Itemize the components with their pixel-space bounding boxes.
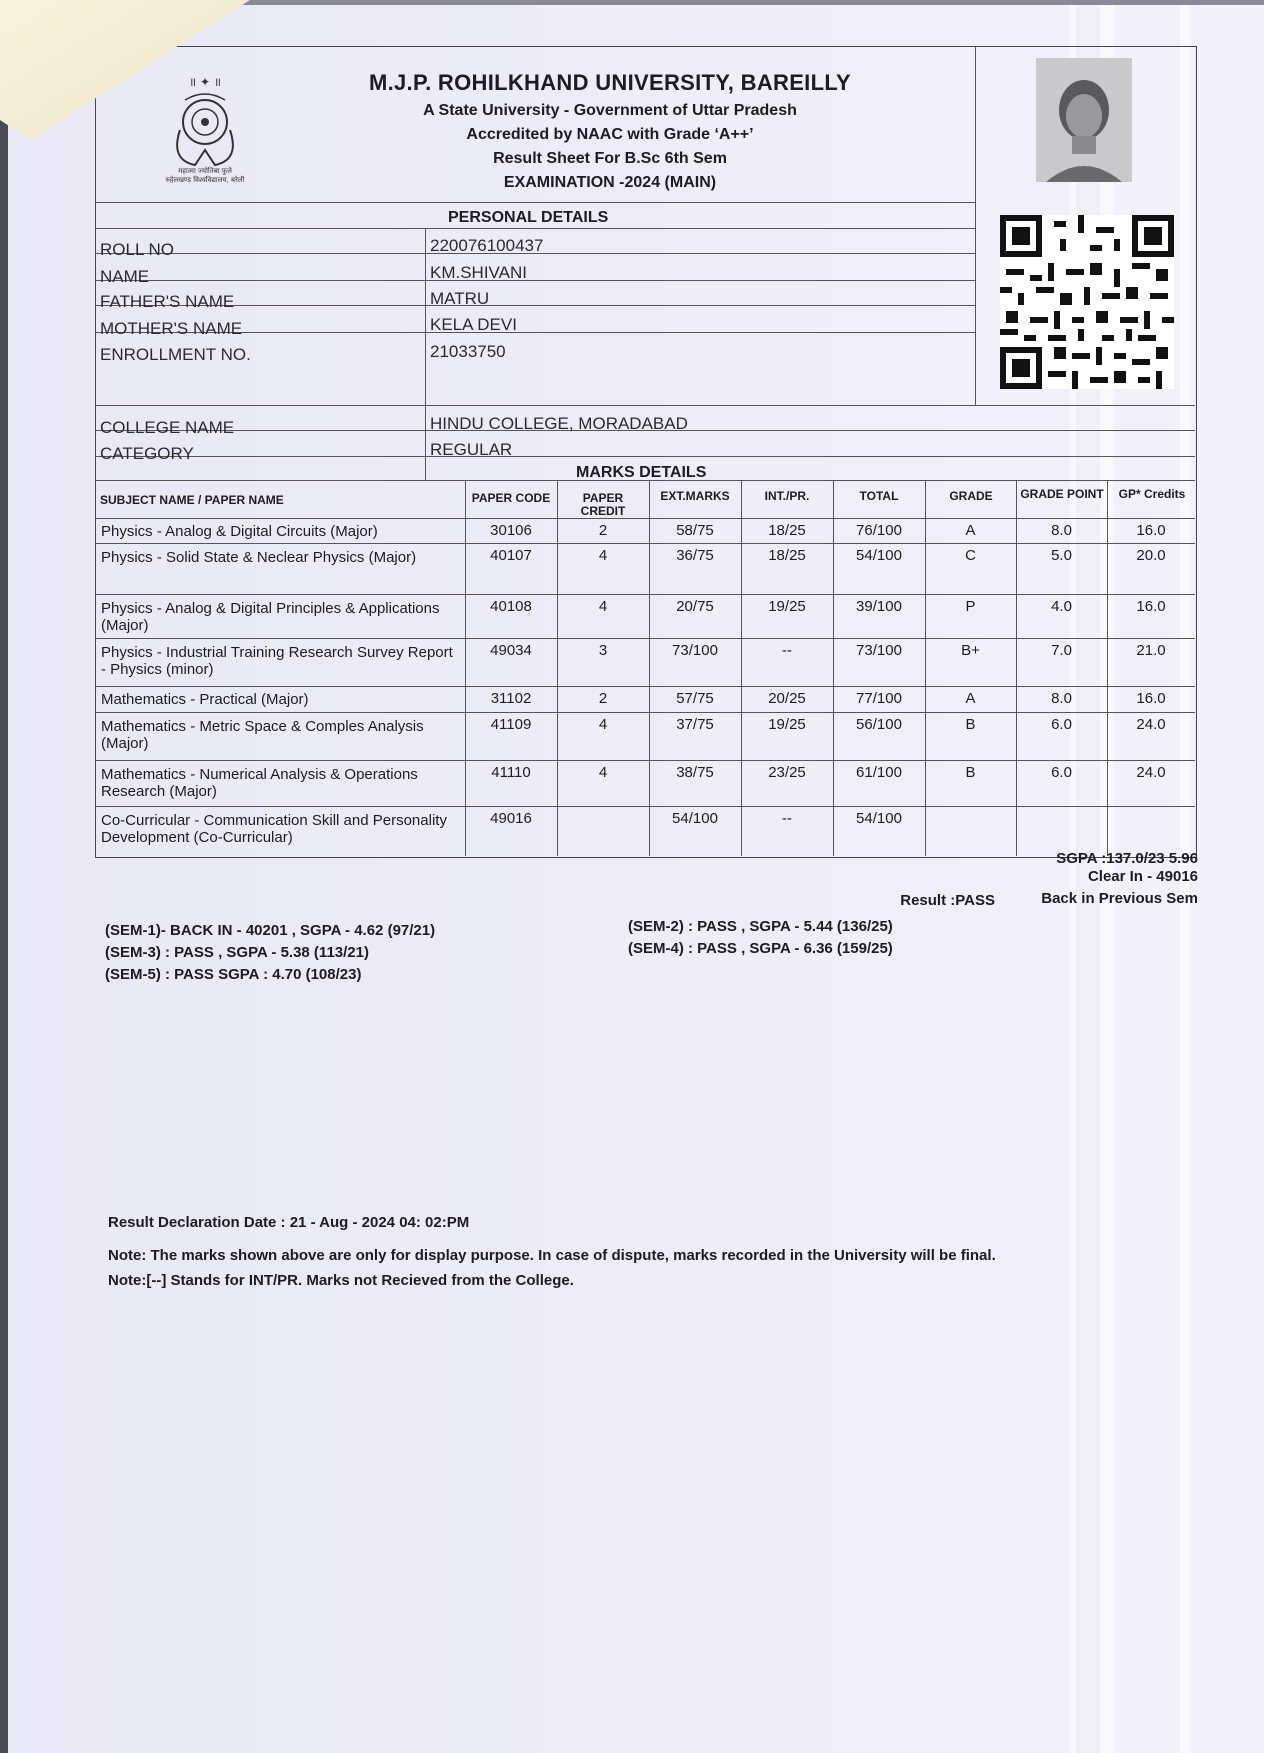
col-total: TOTAL (859, 489, 899, 503)
col-grade: GRADE (949, 489, 993, 503)
cell-ext: 37/75 (676, 716, 714, 733)
cell-code: 41109 (490, 716, 532, 733)
col-subject: SUBJECT NAME / PAPER NAME (100, 493, 284, 507)
name-value: KM.SHIVANI (430, 263, 527, 282)
roll-no-label: ROLL NO (100, 240, 175, 259)
roll-no-value: 220076100437 (430, 236, 544, 255)
cell-int: -- (782, 810, 792, 827)
cell-ext: 38/75 (676, 764, 714, 781)
sem-2-result: (SEM-2) : PASS , SGPA - 5.44 (136/25) (628, 918, 893, 935)
cell-gpc: 16.0 (1136, 690, 1166, 707)
col-grade-point: GRADE POINT (1020, 487, 1104, 501)
cell-grade: B (965, 716, 976, 733)
cell-gp: 5.0 (1051, 547, 1072, 564)
cell-gp: 6.0 (1051, 716, 1072, 733)
cell-grade: P (965, 598, 976, 615)
result-status: Result :PASS (900, 892, 995, 909)
cell-int: 23/25 (768, 764, 806, 781)
mother-name-value: KELA DEVI (430, 315, 517, 334)
cell-int: 19/25 (768, 716, 806, 733)
sem-1-result: (SEM-1)- BACK IN - 40201 , SGPA - 4.62 (97/21) (105, 922, 436, 939)
cell-code: 40107 (490, 547, 532, 564)
subject-name: Physics - Industrial Training Research Survey Report - Physics (minor) (101, 644, 453, 678)
display-note: Note: The marks shown above are only for display purpose. In case of dispute, marks recorded in the University will be final. (108, 1247, 996, 1264)
cell-credit: 2 (598, 690, 608, 707)
cell-ext: 20/75 (676, 598, 714, 615)
cell-ext: 36/75 (676, 547, 714, 564)
cell-total: 54/100 (856, 810, 902, 827)
father-name-value: MATRU (430, 289, 490, 308)
exam-title: EXAMINATION -2024 (MAIN) (503, 174, 717, 191)
cell-grade: A (965, 522, 976, 539)
cell-code: 31102 (490, 690, 532, 707)
cell-credit: 4 (598, 764, 608, 781)
cell-ext: 58/75 (676, 522, 714, 539)
logo-text-hindi: महात्मा ज्योतिबा फुले (178, 167, 232, 175)
result-declaration-date: Result Declaration Date : 21 - Aug - 2024 04: 02:PM (108, 1214, 470, 1231)
cell-gp: 8.0 (1051, 522, 1072, 539)
cell-gpc: 16.0 (1136, 522, 1166, 539)
clear-in-text: Clear In - 49016 (1087, 868, 1198, 885)
cell-gp: 6.0 (1051, 764, 1072, 781)
cell-code: 41110 (491, 764, 531, 781)
cell-int: 19/25 (768, 598, 806, 615)
cell-total: 77/100 (856, 690, 902, 707)
cell-credit: 3 (598, 642, 608, 659)
father-name-label: FATHER'S NAME (100, 292, 235, 311)
qr-code-icon (1000, 215, 1174, 389)
subject-name: Co-Curricular - Communication Skill and Personality Development (Co-Curricular) (101, 812, 447, 846)
svg-text:॥ ✦ ॥: ॥ ✦ ॥ (188, 75, 222, 89)
cell-code: 49034 (490, 642, 532, 659)
cell-grade: B (965, 764, 976, 781)
college-name-label: COLLEGE NAME (100, 418, 235, 437)
col-paper-credit: PAPER CREDIT (580, 491, 626, 518)
cell-grade: C (965, 547, 976, 564)
cell-int: 18/25 (768, 547, 806, 564)
cell-total: 56/100 (856, 716, 902, 733)
cell-gpc: 20.0 (1136, 547, 1166, 564)
logo-text-hindi: रुहेलखण्ड विश्वविद्यालय, बरेली (165, 176, 245, 184)
cell-grade: B+ (961, 642, 980, 659)
cell-ext: 57/75 (676, 690, 714, 707)
subject-name: Mathematics - Practical (Major) (101, 691, 309, 708)
int-pr-note: Note:[--] Stands for INT/PR. Marks not Recieved from the College. (108, 1272, 574, 1289)
university-logo (140, 70, 270, 185)
cell-int: 18/25 (768, 522, 806, 539)
enrollment-value: 21033750 (430, 342, 506, 361)
header-block (300, 70, 920, 192)
university-name: M.J.P. ROHILKHAND UNIVERSITY, BAREILLY (368, 70, 852, 95)
cell-gpc: 24.0 (1136, 764, 1166, 781)
sheet-title: Result Sheet For B.Sc 6th Sem (493, 150, 727, 167)
student-photo (1036, 58, 1132, 182)
cell-gp: 8.0 (1051, 690, 1072, 707)
cell-ext: 54/100 (672, 810, 718, 827)
back-previous-sem: Back in Previous Sem (1041, 890, 1198, 907)
cell-gpc: 16.0 (1136, 598, 1166, 615)
enrollment-label: ENROLLMENT NO. (100, 345, 251, 364)
cell-credit: 4 (598, 547, 608, 564)
cell-int: -- (782, 642, 792, 659)
cell-gp: 4.0 (1051, 598, 1072, 615)
subject-name: Physics - Analog & Digital Principles & Applications (Major) (101, 600, 440, 634)
cell-code: 49016 (490, 810, 532, 827)
cell-gpc: 24.0 (1136, 716, 1166, 733)
sem-4-result: (SEM-4) : PASS , SGPA - 6.36 (159/25) (628, 940, 893, 957)
cell-total: 61/100 (856, 764, 902, 781)
category-value: REGULAR (430, 440, 513, 459)
cell-total: 54/100 (856, 547, 902, 564)
cell-code: 30106 (490, 522, 532, 539)
mother-name-label: MOTHER'S NAME (100, 319, 243, 338)
cell-ext: 73/100 (672, 642, 718, 659)
sem-3-result: (SEM-3) : PASS , SGPA - 5.38 (113/21) (105, 944, 369, 961)
subject-name: Mathematics - Numerical Analysis & Operations Research (Major) (101, 766, 418, 800)
personal-details-title: PERSONAL DETAILS (448, 209, 609, 226)
sgpa-summary: SGPA :137.0/23 5.96 (1056, 850, 1198, 867)
name-label: NAME (100, 267, 150, 286)
subject-name: Physics - Solid State & Neclear Physics (Major) (101, 549, 417, 566)
marks-details-title: MARKS DETAILS (576, 464, 707, 481)
college-name-value: HINDU COLLEGE, MORADABAD (430, 414, 688, 433)
col-gp-credits: GP* Credits (1118, 487, 1186, 501)
cell-credit: 4 (598, 598, 608, 615)
col-paper-code: PAPER CODE (471, 491, 551, 505)
cell-int: 20/25 (768, 690, 806, 707)
cell-gp: 7.0 (1051, 642, 1072, 659)
cell-total: 39/100 (856, 598, 902, 615)
subject-name: Physics - Analog & Digital Circuits (Major) (101, 523, 378, 540)
cell-credit: 2 (598, 522, 608, 539)
cell-total: 73/100 (856, 642, 902, 659)
university-subtitle: A State University - Government of Uttar Pradesh (423, 102, 797, 119)
sem-5-result: (SEM-5) : PASS SGPA : 4.70 (108/23) (105, 966, 362, 983)
subject-name: Mathematics - Metric Space & Comples Analysis (Major) (101, 718, 424, 752)
cell-credit: 4 (598, 716, 608, 733)
cell-total: 76/100 (856, 522, 902, 539)
cell-gpc: 21.0 (1136, 642, 1166, 659)
col-int-pr: INT./PR. (764, 489, 810, 503)
cell-grade: A (965, 690, 976, 707)
cell-code: 40108 (490, 598, 532, 615)
accreditation-text: Accredited by NAAC with Grade ‘A++’ (466, 126, 754, 143)
category-label: CATEGORY (100, 444, 194, 463)
col-ext-marks: EXT.MARKS (660, 489, 730, 503)
scan-edge (0, 0, 8, 1753)
